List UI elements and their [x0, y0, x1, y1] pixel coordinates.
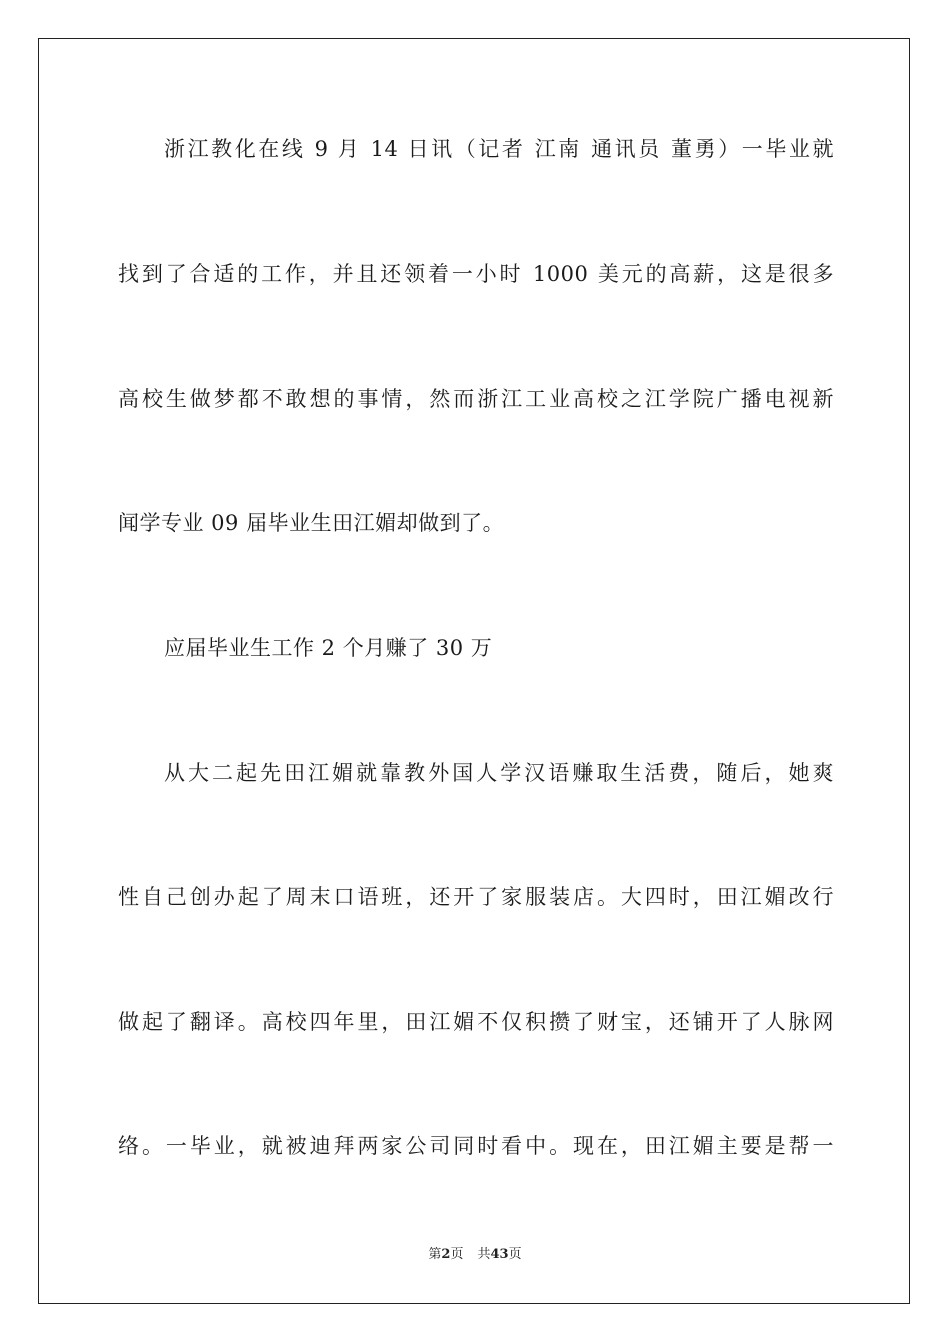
paragraph-1-line-3: 高校生做梦都不敢想的事情，然而浙江工业高校之江学院广播电视新 [118, 387, 834, 411]
paragraph-1-line-1: 浙江教化在线 9 月 14 日讯（记者 江南 通讯员 董勇）一毕业就 [164, 137, 834, 161]
total-suffix: 页 [508, 1247, 522, 1262]
paragraph-1-line-2: 找到了合适的工作，并且还领着一小时 1000 美元的高薪，这是很多 [118, 262, 834, 286]
paragraph-1-line-4: 闻学专业 09 届毕业生田江媚却做到了。 [118, 511, 505, 535]
page-border [38, 38, 910, 1304]
page-prefix: 第 [428, 1247, 442, 1262]
paragraph-2-line-2: 性自己创办起了周末口语班，还开了家服装店。大四时，田江媚改行 [118, 885, 834, 909]
paragraph-2-line-1: 从大二起先田江媚就靠教外国人学汉语赚取生活费，随后，她爽 [164, 761, 834, 785]
paragraph-2-line-4: 络。一毕业，就被迪拜两家公司同时看中。现在，田江媚主要是帮一 [118, 1134, 834, 1158]
total-prefix: 共 [477, 1247, 491, 1262]
total-pages: 43 [490, 1247, 509, 1262]
section-heading: 应届毕业生工作 2 个月赚了 30 万 [164, 636, 493, 660]
paragraph-2-line-3: 做起了翻译。高校四年里，田江媚不仅积攒了财宝，还铺开了人脉网 [118, 1010, 834, 1034]
page-suffix: 页 [450, 1247, 464, 1262]
page-footer [0, 1246, 950, 1264]
page-number: 2 [441, 1247, 451, 1262]
